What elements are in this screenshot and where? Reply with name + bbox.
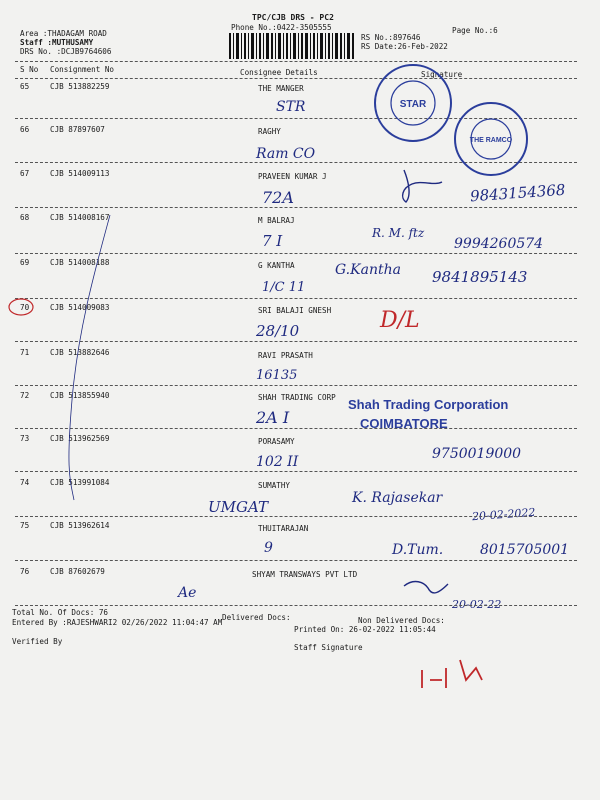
row-consignment: CJB 513855940 — [50, 391, 110, 400]
row-sno: 73 — [20, 434, 30, 443]
svg-text:STAR: STAR — [399, 99, 427, 110]
row-consignment: CJB 87602679 — [50, 567, 105, 576]
row-sno: 70 — [20, 303, 30, 312]
row-consignee: SHYAM TRANSWAYS PVT LTD — [252, 570, 358, 579]
entered-by: Entered By :RAJESHWARI2 02/26/2022 11:04:47 AM — [12, 618, 223, 627]
row-consignment: CJB 513882646 — [50, 348, 110, 357]
handwritten-date: 20-02-2022 — [471, 505, 536, 524]
rs-date: RS Date:26-Feb-2022 — [361, 42, 448, 51]
row-consignment: CJB 514008167 — [50, 213, 110, 222]
row-consignment: CJB 513962614 — [50, 521, 110, 530]
handwritten-status: D/L — [380, 308, 420, 333]
handwritten-note: 9 — [264, 540, 273, 556]
total-docs: Total No. Of Docs: 76 — [12, 608, 109, 617]
handwritten-note: 72A — [262, 188, 294, 207]
row-consignment: CJB 87897607 — [50, 125, 105, 134]
handwritten-note: UMGAT — [208, 498, 268, 516]
page-number: Page No.:6 — [452, 26, 498, 35]
row-consignee: SHAH TRADING CORP — [258, 393, 336, 402]
handwritten-phone: 9994260574 — [454, 236, 544, 252]
handwritten-signature: G.Kantha — [335, 262, 401, 278]
handwritten-phone: 9841895143 — [432, 268, 528, 286]
col-sno: S No — [20, 65, 39, 74]
row-consignee: RAVI PRASATH — [258, 351, 313, 360]
handwritten-note: Ram CO — [256, 146, 316, 162]
row-sno: 74 — [20, 478, 30, 487]
handwritten-note: Ae — [178, 585, 197, 601]
row-sno: 67 — [20, 169, 30, 178]
row-consignment: CJB 514008188 — [50, 258, 110, 267]
delivered-docs: Delivered Docs: — [222, 613, 291, 622]
row-consignment: CJB 513962569 — [50, 434, 110, 443]
staff-signature-label: Staff Signature — [294, 643, 363, 652]
row-consignment: CJB 514009083 — [50, 303, 110, 312]
handwritten-phone: 8015705001 — [480, 542, 570, 558]
row-sno: 75 — [20, 521, 30, 530]
svg-text:THE RAMCO: THE RAMCO — [469, 137, 513, 144]
handwritten-signature: K. Rajasekar — [352, 490, 443, 506]
row-sno: 71 — [20, 348, 30, 357]
area: Area :THADAGAM ROAD — [20, 29, 107, 38]
row-consignee: M BALRAJ — [258, 216, 295, 225]
printed-on: Printed On: 26-02-2022 11:05:44 — [294, 625, 436, 634]
handwritten-note: 2A I — [256, 408, 290, 427]
company-stamp-line2: COIMBATORE — [360, 416, 448, 431]
handwritten-note: 102 II — [256, 454, 299, 470]
row-consignee: PRAVEEN KUMAR J — [258, 172, 327, 181]
handwritten-note: 16135 — [256, 368, 298, 383]
row-sno: 69 — [20, 258, 30, 267]
handwritten-date: 20-02-22 — [452, 598, 502, 611]
row-consignee: THE MANGER — [258, 84, 304, 93]
col-consignee: Consignee Details — [240, 68, 318, 77]
row-consignment: CJB 513991084 — [50, 478, 110, 487]
row-consignee: RAGHY — [258, 127, 281, 136]
row-consignee: PORASAMY — [258, 437, 295, 446]
handwritten-signature: D.Tum. — [392, 542, 444, 558]
handwritten-note: 1/C 11 — [262, 280, 306, 295]
row-consignee: G KANTHA — [258, 261, 295, 270]
handwritten-phone: 9843154368 — [469, 180, 566, 206]
rs-number: RS No.:897646 — [361, 33, 421, 42]
row-consignee: SRI BALAJI GNESH — [258, 306, 332, 315]
handwritten-phone: 9750019000 — [432, 446, 522, 462]
company-stamp-line1: Shah Trading Corporation — [348, 397, 509, 412]
staff: Staff :MUTHUSAMY — [20, 38, 94, 47]
row-sno: 72 — [20, 391, 30, 400]
col-consignment: Consignment No — [50, 65, 115, 74]
row-sno: 76 — [20, 567, 30, 576]
handwritten-signature: R. M. ftz — [372, 226, 425, 240]
non-delivered-docs: Non Delivered Docs: — [358, 616, 445, 625]
handwritten-note: STR — [276, 99, 306, 115]
sheet-title: TPC/CJB DRS - PC2 — [252, 13, 334, 22]
row-sno: 68 — [20, 213, 30, 222]
drs-number: DRS No. :DCJB9764606 — [20, 47, 112, 56]
handwritten-note: 28/10 — [256, 322, 300, 340]
handwritten-note: 7 I — [262, 232, 283, 250]
row-consignee: THUITARAJAN — [258, 524, 309, 533]
row-consignee: SUMATHY — [258, 481, 291, 490]
col-signature: Signature — [421, 70, 463, 79]
row-sno: 66 — [20, 125, 30, 134]
row-consignment: CJB 513882259 — [50, 82, 110, 91]
row-consignment: CJB 514009113 — [50, 169, 110, 178]
row-sno: 65 — [20, 82, 30, 91]
verified-by: Verified By — [12, 637, 63, 646]
phone-number: Phone No.:0422-3505555 — [231, 23, 332, 32]
